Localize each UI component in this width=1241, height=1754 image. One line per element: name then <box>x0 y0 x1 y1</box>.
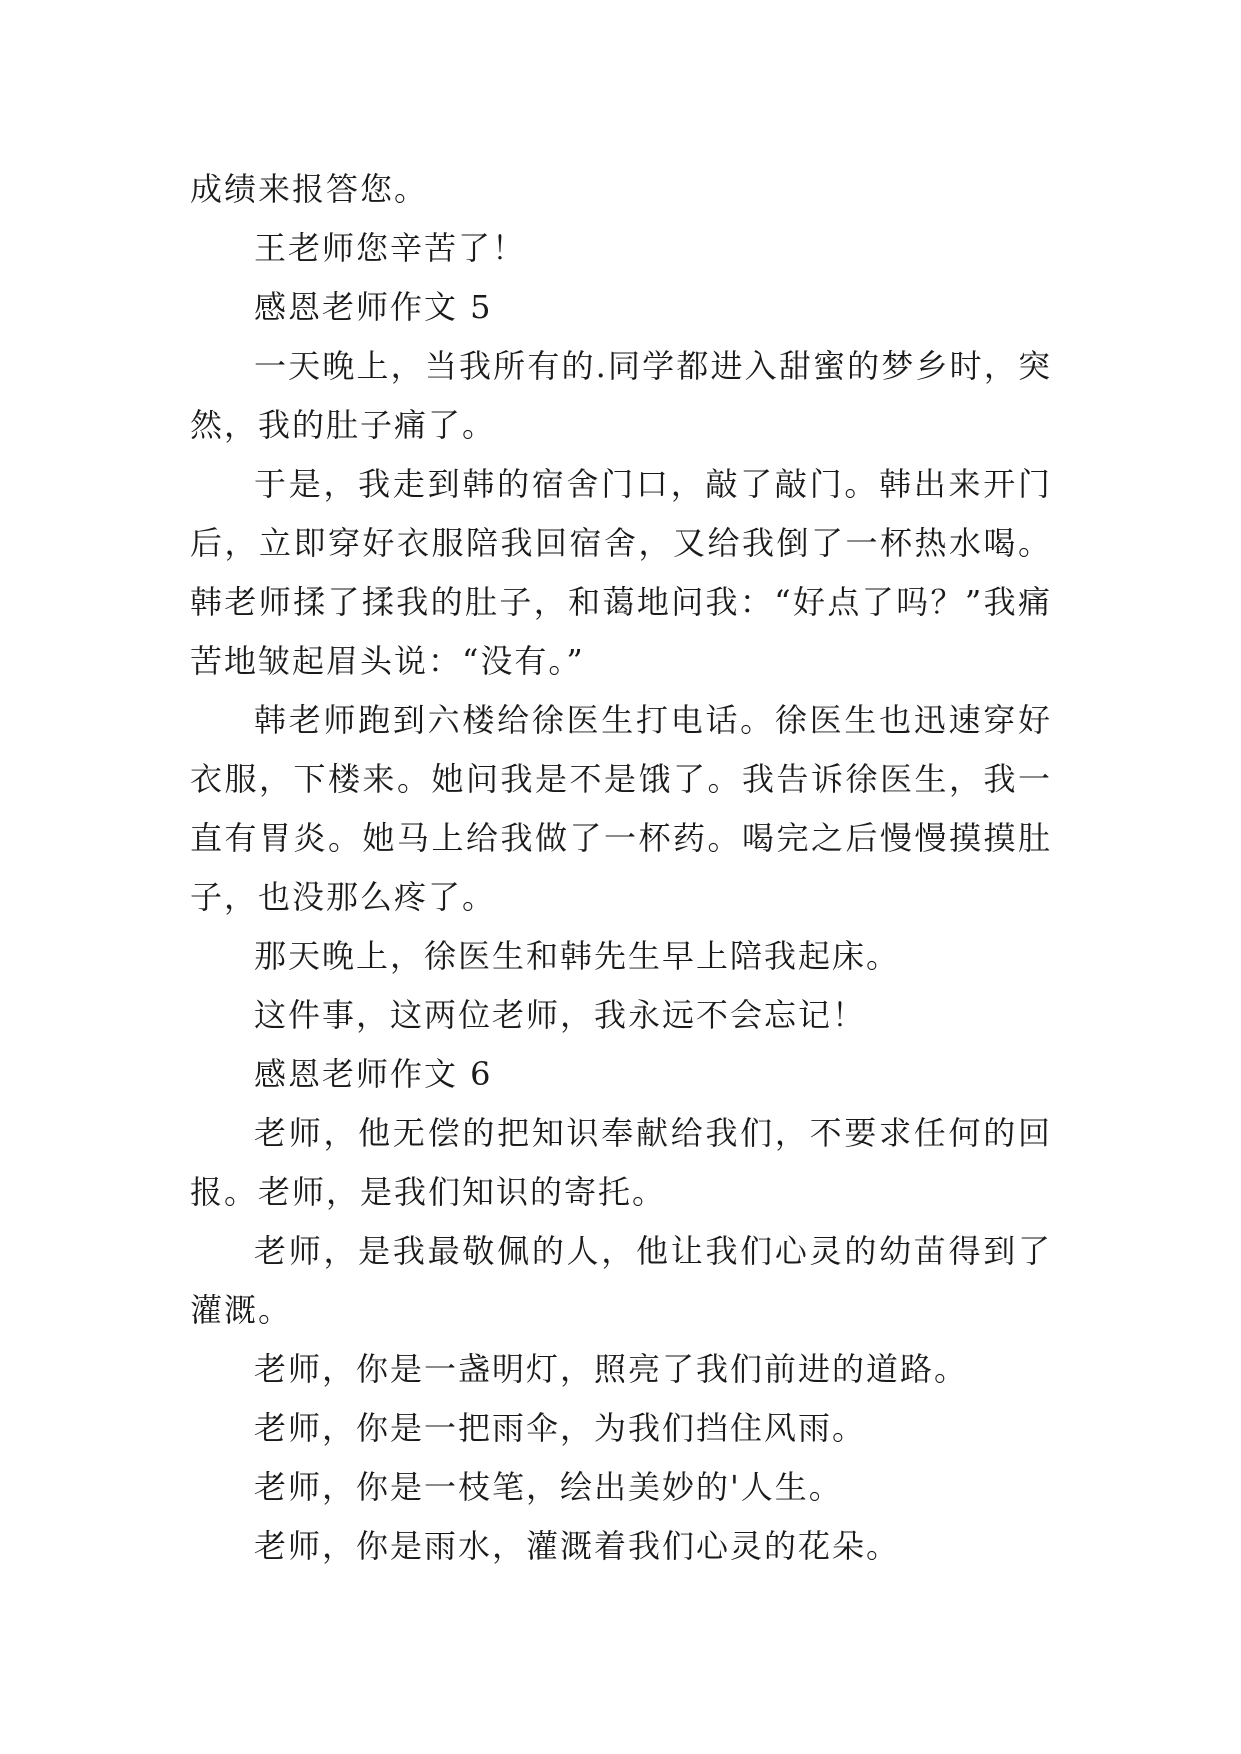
paragraph: 老师，你是一把雨伞，为我们挡住风雨。 <box>254 1409 867 1447</box>
paragraph: 那天晚上，徐医生和韩先生早上陪我起床。 <box>254 937 901 975</box>
document-body <box>190 160 1052 1576</box>
paragraph: 老师，你是一盏明灯，照亮了我们前进的道路。 <box>254 1350 969 1388</box>
paragraph: 成绩来报答您。 <box>190 170 429 208</box>
paragraph: 韩老师跑到六楼给徐医生打电话。徐医生也迅速穿好衣服，下楼来。她问我是不是饿了。我告诉徐医生，我一直有胃炎。她马上给我做了一杯药。喝完之后慢慢摸摸肚子，也没那么疼了。 <box>190 701 1052 916</box>
paragraph: 于是，我走到韩的宿舍门口，敲了敲门。韩出来开门后，立即穿好衣服陪我回宿舍，又给我倒了一杯热水喝。韩老师揉了揉我的肚子，和蔼地问我：“好点了吗？”我痛苦地皱起眉头说：“没有。” <box>190 465 1052 680</box>
paragraph: 一天晚上，当我所有的.同学都进入甜蜜的梦乡时，突然，我的肚子痛了。 <box>190 347 1052 444</box>
paragraph: 老师，是我最敬佩的人，他让我们心灵的幼苗得到了灌溉。 <box>190 1232 1052 1329</box>
paragraph: 老师，你是雨水，灌溉着我们心灵的花朵。 <box>254 1527 901 1565</box>
section-heading: 感恩老师作文 6 <box>254 1055 493 1093</box>
paragraph: 这件事，这两位老师，我永远不会忘记！ <box>254 996 867 1034</box>
section-heading: 感恩老师作文 5 <box>254 288 493 326</box>
paragraph: 老师，他无偿的把知识奉献给我们，不要求任何的回报。老师，是我们知识的寄托。 <box>190 1114 1052 1211</box>
paragraph: 王老师您辛苦了！ <box>254 229 527 267</box>
paragraph: 老师，你是一枝笔，绘出美妙的'人生。 <box>254 1468 843 1506</box>
